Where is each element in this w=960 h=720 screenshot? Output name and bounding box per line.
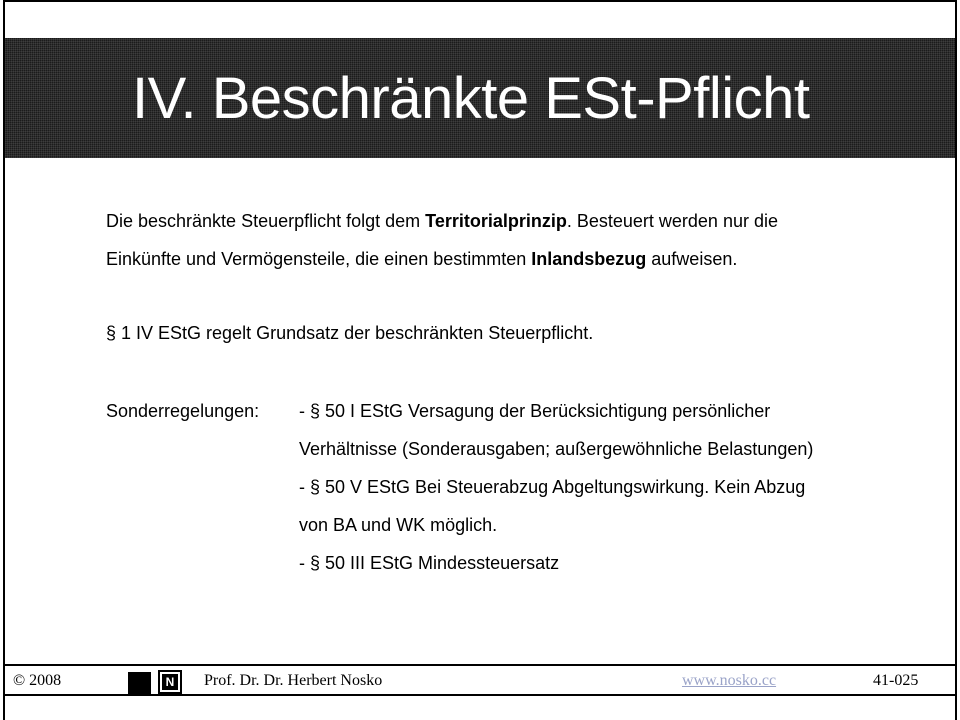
frame-top-border [3, 0, 957, 2]
special-rules-label: Sonderregelungen: [106, 401, 260, 421]
text-span: Einkünfte und Vermögensteile, die einen bestimmten [106, 249, 532, 269]
frame-right-border [955, 0, 957, 720]
bold-term-inlandsbezug: Inlandsbezug [531, 249, 647, 269]
footer-copyright: © 2008 [13, 672, 62, 689]
logo-letter: N [162, 674, 178, 690]
footer-divider-top [3, 664, 957, 666]
special-rule-line: Verhältnisse (Sonderausgaben; außergewöhnliche Belastungen) [299, 439, 814, 459]
footer-page-number: 41-025 [873, 672, 919, 689]
text-span: . Besteuert werden nur die [566, 211, 778, 231]
special-rule-line: - § 50 III EStG Mindessteuersatz [299, 553, 560, 573]
logo-n-icon [158, 670, 182, 694]
text-span: Die beschränkte Steuerpflicht folgt dem [106, 211, 426, 231]
text-span: aufweisen. [646, 249, 738, 269]
paragraph-2: § 1 IV EStG regelt Grundsatz der beschränkten Steuerpflicht. [106, 323, 594, 343]
paragraph-1-line-2 [106, 240, 737, 278]
special-rule-line: - § 50 V EStG Bei Steuerabzug Abgeltungswirkung. Kein Abzug [299, 477, 806, 497]
special-rule-line: von BA und WK möglich. [299, 515, 498, 535]
footer-website-link[interactable]: www.nosko.cc [682, 672, 777, 689]
special-rule-line: - § 50 I EStG Versagung der Berücksichtigung persönlicher [299, 401, 771, 421]
footer-author: Prof. Dr. Dr. Herbert Nosko [204, 672, 383, 689]
paragraph-1-line-1 [106, 202, 778, 240]
slide-title: IV. Beschränkte ESt-Pflicht [132, 66, 810, 131]
bold-term-territorialprinzip: Territorialprinzip [425, 211, 567, 231]
logo-black-square-icon [128, 672, 151, 695]
